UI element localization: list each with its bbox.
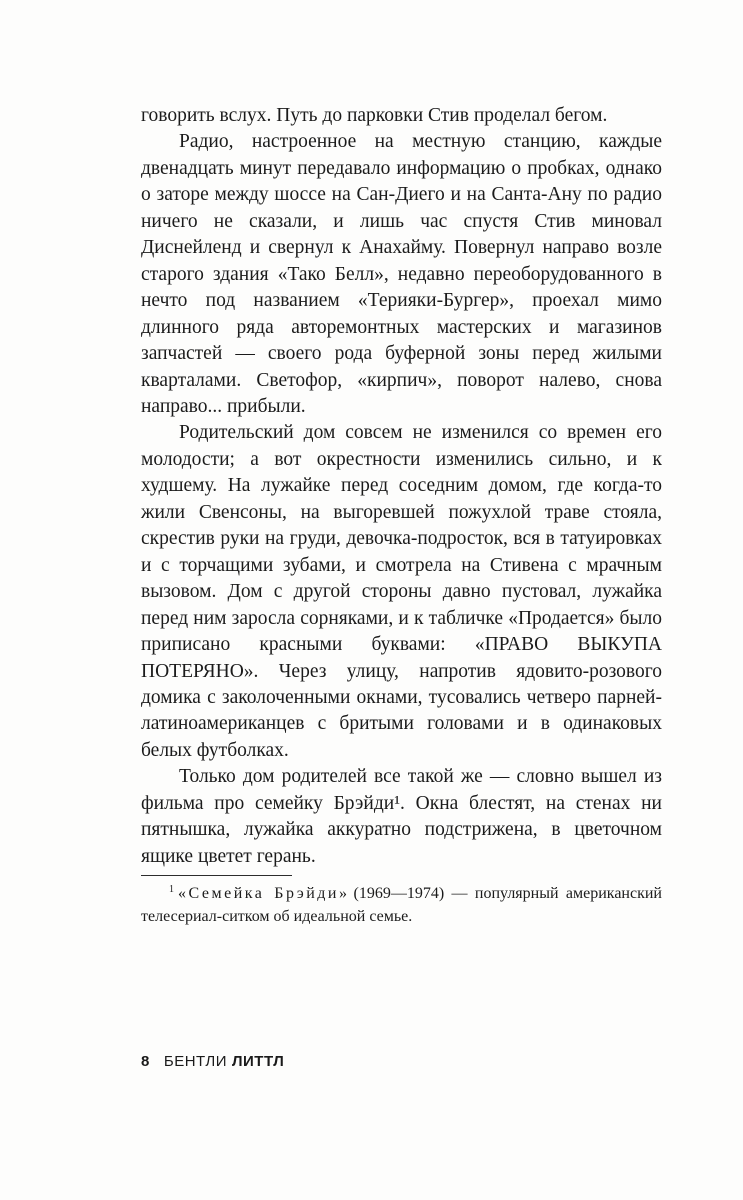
footnote-rule [141, 875, 292, 876]
footnote-title: «Семейка Брэйди» [178, 885, 350, 903]
paragraph-4: Только дом родителей все такой же — словно вышел из фильма про семейку Брэйди¹. Окна блестят, на стенах ни пятнышка, лужайка аккуратно подстрижена, в цветочном ящике цветет герань. [141, 766, 662, 867]
author-name-first: БЕНТЛИ [163, 1053, 227, 1070]
footnote [141, 875, 662, 928]
text-body [141, 103, 662, 928]
footnote-body: (1969—1974) — популярный американский телесериал-ситком об идеальной семье. [141, 885, 662, 925]
footnote-text [141, 883, 662, 928]
paragraph-2: Радио, настроенное на местную станцию, каждые двенадцать минут передавало информацию о пробках, однако о заторе между шоссе на Сан-Диего и на Санта-Ану по радио ничего не сказали, и лишь час спустя Стив миновал Диснейленд и свернул к Анахайму. Повернул направо возле старого здания «Тако Белл», недавно переоборудованного в нечто под названием «Терияки-Бургер», проехал мимо длинного ряда авторемонтных мастерских и магазинов запчастей — своего рода буферной зоны перед жилыми кварталами. Светофор, «кирпич», поворот налево, снова направо... прибыли. [141, 131, 662, 417]
running-footer [141, 1053, 284, 1070]
author-name-last: ЛИТТЛ [231, 1053, 285, 1070]
paragraph-3: Родительский дом совсем не изменился со времен его молодости; а вот окрестности изменились сильно, и к худшему. На лужайке перед соседним домом, где когда-то жили Свенсоны, на выгоревшей пожухлой траве стояла, скрестив руки на груди, девочка-подросток, вся в татуировках и с торчащими зубами, и смотрела на Стивена с мрачным вызовом. Дом с другой стороны давно пустовал, лужайка перед ним заросла сорняками, и к табличке «Продается» было приписано красными буквами: «ПРАВО ВЫКУПА ПОТЕРЯНО». Через улицу, напротив ядовито-розового домика с заколоченными окнами, тусовались четверо парней-латиноамериканцев с бритыми головами и в одинаковых белых футболках. [141, 422, 662, 761]
footnote-marker: 1 [169, 883, 174, 895]
page-number: 8 [141, 1053, 150, 1070]
paragraph-1: говорить вслух. Путь до парковки Стив проделал бегом. [141, 105, 608, 126]
